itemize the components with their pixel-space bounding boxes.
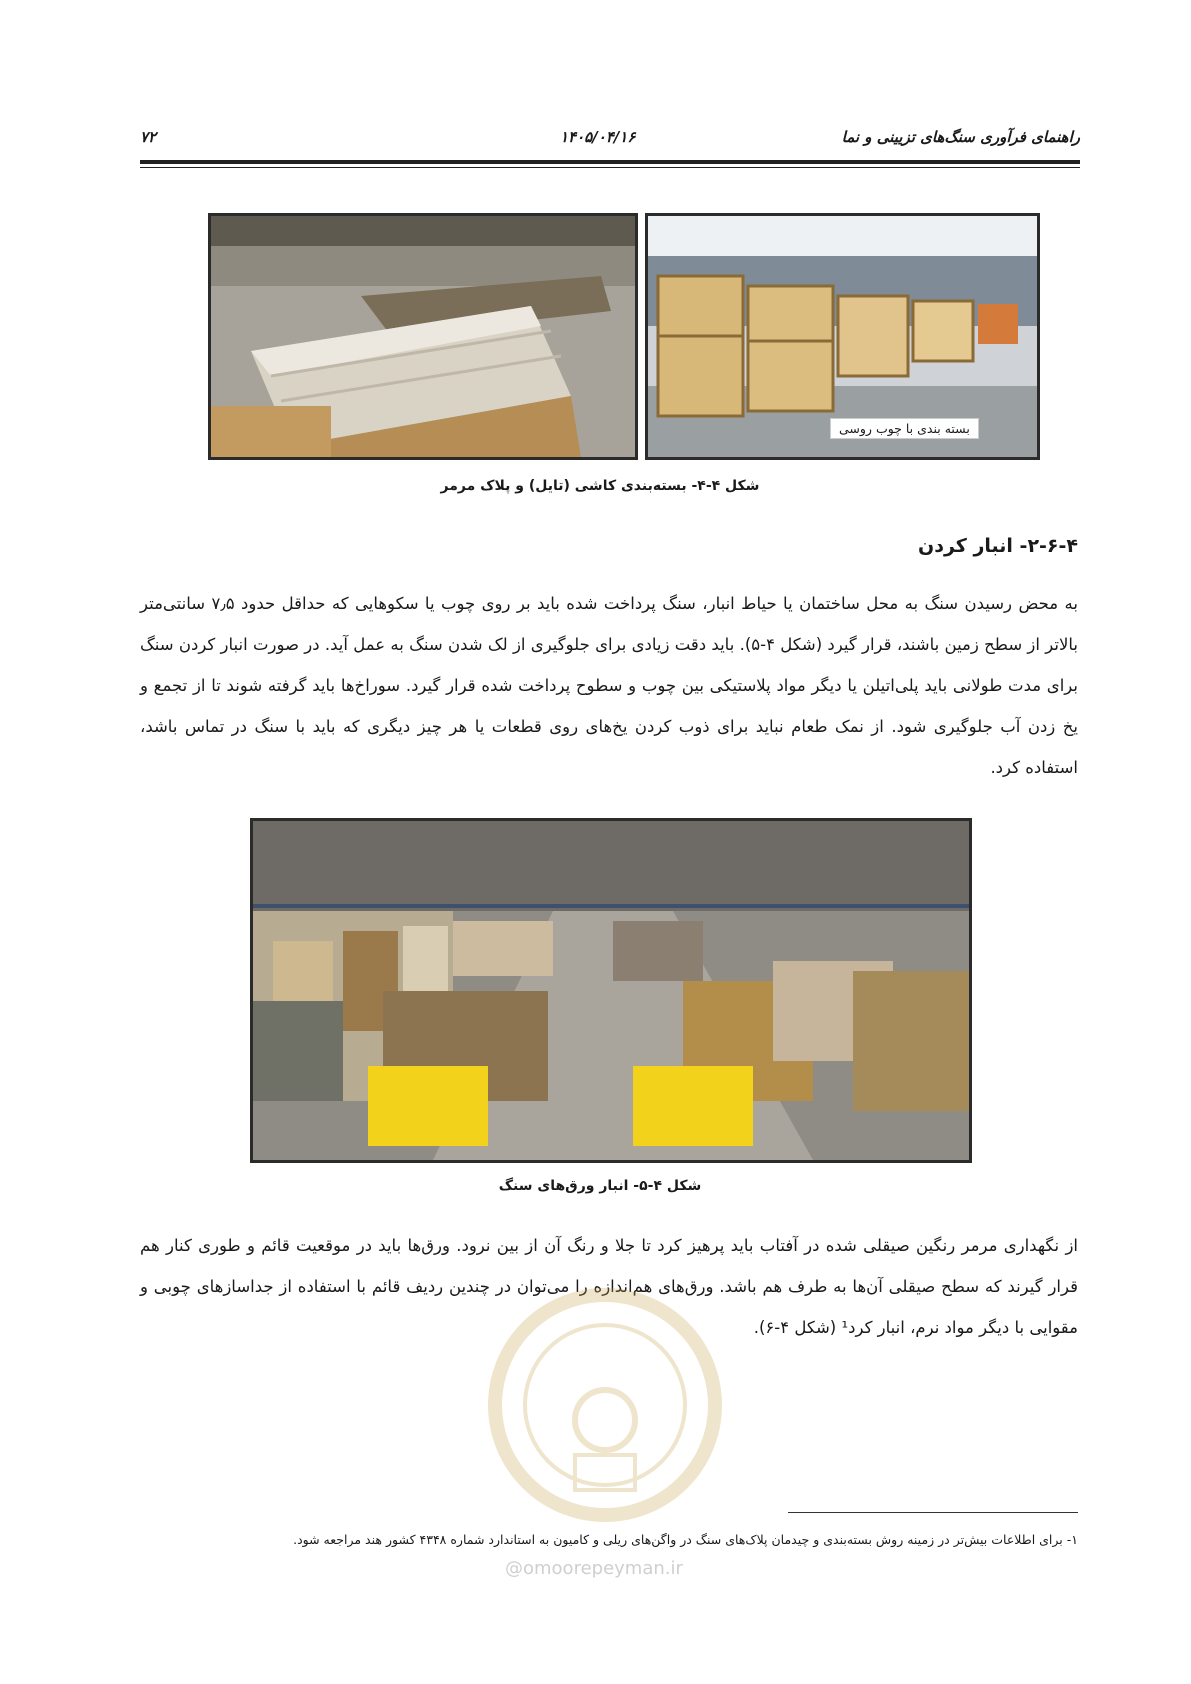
section-heading: ۲-۶-۴- انبار کردن — [918, 535, 1078, 557]
figure-caption-4-4: شکل ۴-۴- بسته‌بندی کاشی (تایل) و پلاک مرمر — [440, 478, 760, 494]
page-number: ۷۲ — [140, 128, 157, 146]
photo-tile-packaging — [208, 213, 638, 460]
photo-wooden-crates — [645, 213, 1040, 460]
page-header — [140, 128, 1080, 152]
figure-caption-4-5: شکل ۴-۵- انبار ورق‌های سنگ — [498, 1178, 702, 1194]
footnote: ۱- برای اطلاعات بیش‌تر در زمینه روش بسته‌بندی و چیدمان پلاک‌های سنگ در واگن‌های ریلی و کامیون به استاندارد شماره ۴۳۴۸ کشور هند مراجعه شود. — [293, 1532, 1078, 1547]
book-title: راهنمای فرآوری سنگ‌های تزیینی و نما — [841, 128, 1080, 146]
footnote-rule — [788, 1512, 1078, 1513]
header-rule-thin — [140, 167, 1080, 168]
photo-overlay-label: بسته بندی با چوب روسی — [830, 418, 979, 439]
header-date: ۱۴۰۵/۰۴/۱۶ — [560, 128, 636, 146]
photo-slab-warehouse — [250, 818, 972, 1163]
watermark-seal — [470, 1270, 740, 1540]
paragraph-storage: به محض رسیدن سنگ به محل ساختمان یا حیاط انبار، سنگ پرداخت شده باید بر روی چوب یا سکوهایی که حداقل حدود ۷٫۵ سانتی‌متر بالاتر از سطح زمین باشند، قرار گیرد (شکل ۴-۵). باید دقت زیادی برای جلوگیری از لک شدن سنگ به عمل آید. در صورت انبار کردن سنگ برای مدت طولانی باید پلی‌اتیلن یا دیگر مواد پلاستیکی بین چوب و سطوح پرداخت شده قرار گیرد. سوراخ‌ها باید گرفته شوند تا از تجمع و یخ زدن آب جلوگیری شود. از نمک طعام نباید برای ذوب کردن یخ‌های روی قطعات یا هر چیز دیگری که باید با سنگ در تماس باشد، استفاده کرد. — [140, 594, 1078, 777]
watermark-text: @omoorepeyman.ir — [505, 1558, 683, 1579]
header-rule — [140, 160, 1080, 164]
paragraph-polished-marble: از نگهداری مرمر رنگین صیقلی شده در آفتاب باید پرهیز کرد تا جلا و رنگ آن از بین نرود. ورق‌ها باید در موقعیت قائم و طوری کنار هم قرار گیرند که سطح صیقلی آن‌ها به طرف هم باشد. ورق‌های هم‌اندازه را می‌توان در چندین ردیف قائم با استفاده از جداسازهای چوبی و مقوایی با دیگر مواد نرم، انبار کرد¹ (شکل ۴-۶). — [140, 1236, 1078, 1337]
